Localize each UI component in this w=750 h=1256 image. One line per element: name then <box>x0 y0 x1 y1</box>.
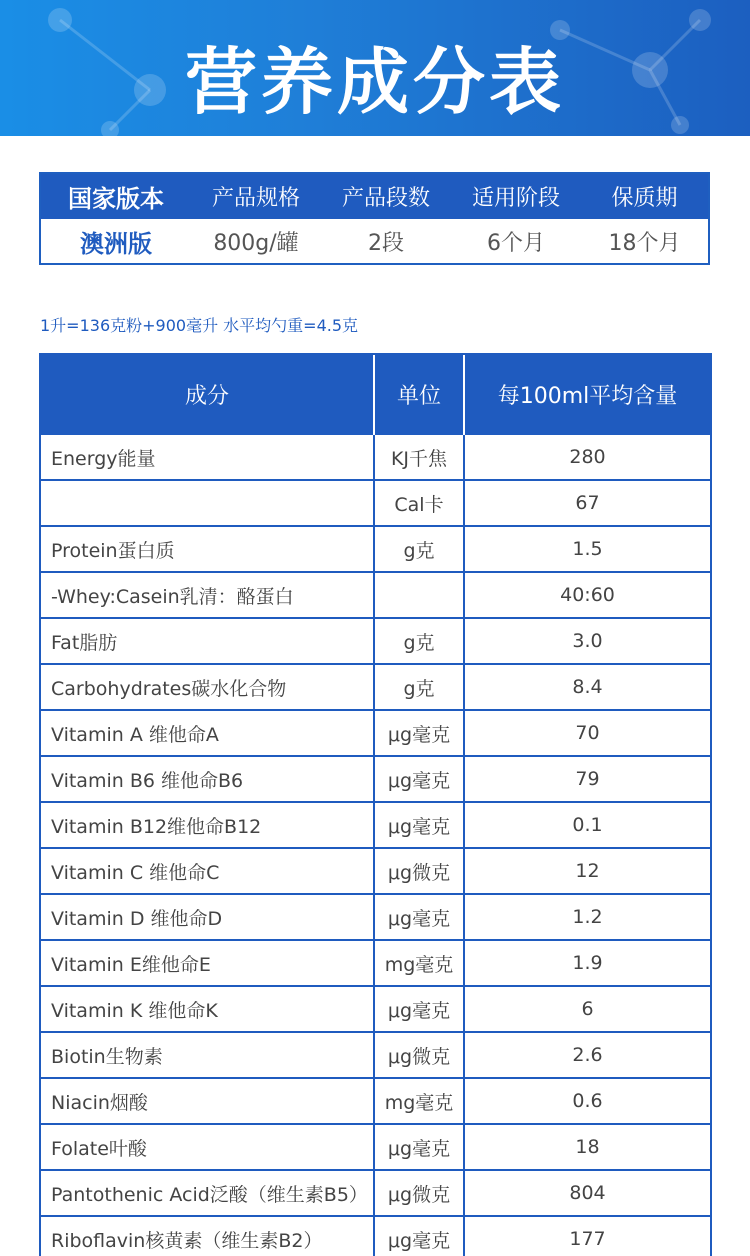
cell-unit: μg微克 <box>374 848 464 894</box>
cell-unit: KJ千焦 <box>374 434 464 480</box>
cell-unit: μg毫克 <box>374 1216 464 1256</box>
cell-value: 1.9 <box>464 940 711 986</box>
table-row <box>40 572 711 618</box>
cell-unit: μg毫克 <box>374 894 464 940</box>
cell-value: 0.1 <box>464 802 711 848</box>
cell-unit: μg微克 <box>374 1032 464 1078</box>
value-age: 6个月 <box>487 230 545 256</box>
table-row <box>40 618 711 664</box>
cell-unit: μg微克 <box>374 1170 464 1216</box>
cell-value: 3.0 <box>464 618 711 664</box>
cell-value: 2.6 <box>464 1032 711 1078</box>
table-row <box>40 1216 711 1256</box>
cell-value: 1.2 <box>464 894 711 940</box>
table-row <box>40 756 711 802</box>
value-country-version: 澳洲版 <box>80 229 152 258</box>
cell-unit: g克 <box>374 664 464 710</box>
cell-unit: μg毫克 <box>374 756 464 802</box>
header-age: 适用阶段 <box>471 186 560 211</box>
cell-name: Niacin烟酸 <box>40 1078 374 1124</box>
table-row <box>40 848 711 894</box>
header-shelf-life: 保质期 <box>611 186 678 211</box>
cell-value: 12 <box>464 848 711 894</box>
table-row <box>40 480 711 526</box>
product-info-header-row <box>41 174 708 219</box>
table-row <box>40 986 711 1032</box>
cell-name: Fat脂肪 <box>40 618 374 664</box>
cell-unit: g克 <box>374 618 464 664</box>
cell-value: 79 <box>464 756 711 802</box>
cell-name: Energy能量 <box>40 434 374 480</box>
table-row <box>40 1124 711 1170</box>
cell-value: 40:60 <box>464 572 711 618</box>
cell-name: Biotin生物素 <box>40 1032 374 1078</box>
cell-name: Protein蛋白质 <box>40 526 374 572</box>
cell-value: 280 <box>464 434 711 480</box>
table-row <box>40 526 711 572</box>
cell-unit: μg毫克 <box>374 802 464 848</box>
product-info-value-row <box>41 219 708 263</box>
cell-name: Carbohydrates碳水化合物 <box>40 664 374 710</box>
table-row <box>40 1170 711 1216</box>
table-row <box>40 434 711 480</box>
cell-name: Vitamin A 维他命A <box>40 710 374 756</box>
cell-unit: μg毫克 <box>374 1124 464 1170</box>
product-info-table <box>39 172 710 265</box>
cell-name <box>40 480 374 526</box>
cell-name: -Whey:Casein乳清：酪蛋白 <box>40 572 374 618</box>
cell-unit: μg毫克 <box>374 986 464 1032</box>
header-banner <box>0 0 750 136</box>
cell-value: 1.5 <box>464 526 711 572</box>
cell-unit: mg毫克 <box>374 1078 464 1124</box>
table-row <box>40 802 711 848</box>
cell-value: 6 <box>464 986 711 1032</box>
header-ingredient: 成分 <box>40 354 374 434</box>
cell-name: Vitamin B12维他命B12 <box>40 802 374 848</box>
cell-unit: μg毫克 <box>374 710 464 756</box>
header-spec: 产品规格 <box>211 186 300 211</box>
preparation-note: 1升=136克粉+900毫升 水平均勺重=4.5克 <box>40 316 359 335</box>
table-row <box>40 664 711 710</box>
cell-name: Vitamin B6 维他命B6 <box>40 756 374 802</box>
cell-unit: g克 <box>374 526 464 572</box>
value-stage: 2段 <box>368 230 404 256</box>
cell-unit: mg毫克 <box>374 940 464 986</box>
table-row <box>40 1078 711 1124</box>
table-row <box>40 940 711 986</box>
header-unit: 单位 <box>374 354 464 434</box>
cell-name: Vitamin E维他命E <box>40 940 374 986</box>
cell-unit <box>374 572 464 618</box>
cell-value: 0.6 <box>464 1078 711 1124</box>
cell-name: Vitamin K 维他命K <box>40 986 374 1032</box>
cell-value: 70 <box>464 710 711 756</box>
cell-name: Vitamin D 维他命D <box>40 894 374 940</box>
cell-name: Riboflavin核黄素（维生素B2） <box>40 1216 374 1256</box>
cell-unit: Cal卡 <box>374 480 464 526</box>
cell-value: 804 <box>464 1170 711 1216</box>
cell-name: Folate叶酸 <box>40 1124 374 1170</box>
page-title: 营养成分表 <box>184 40 565 124</box>
nutrition-table <box>39 353 712 1256</box>
cell-name: Pantothenic Acid泛酸（维生素B5） <box>40 1170 374 1216</box>
table-row <box>40 1032 711 1078</box>
cell-value: 177 <box>464 1216 711 1256</box>
nutrition-header-row <box>40 354 711 434</box>
value-spec: 800g/罐 <box>213 230 299 256</box>
cell-value: 18 <box>464 1124 711 1170</box>
header-stage: 产品段数 <box>341 186 430 211</box>
cell-value: 8.4 <box>464 664 711 710</box>
header-country-version: 国家版本 <box>68 185 164 213</box>
header-amount: 每100ml平均含量 <box>464 354 711 434</box>
table-row <box>40 894 711 940</box>
cell-value: 67 <box>464 480 711 526</box>
cell-name: Vitamin C 维他命C <box>40 848 374 894</box>
value-shelf-life: 18个月 <box>608 230 681 256</box>
table-row <box>40 710 711 756</box>
